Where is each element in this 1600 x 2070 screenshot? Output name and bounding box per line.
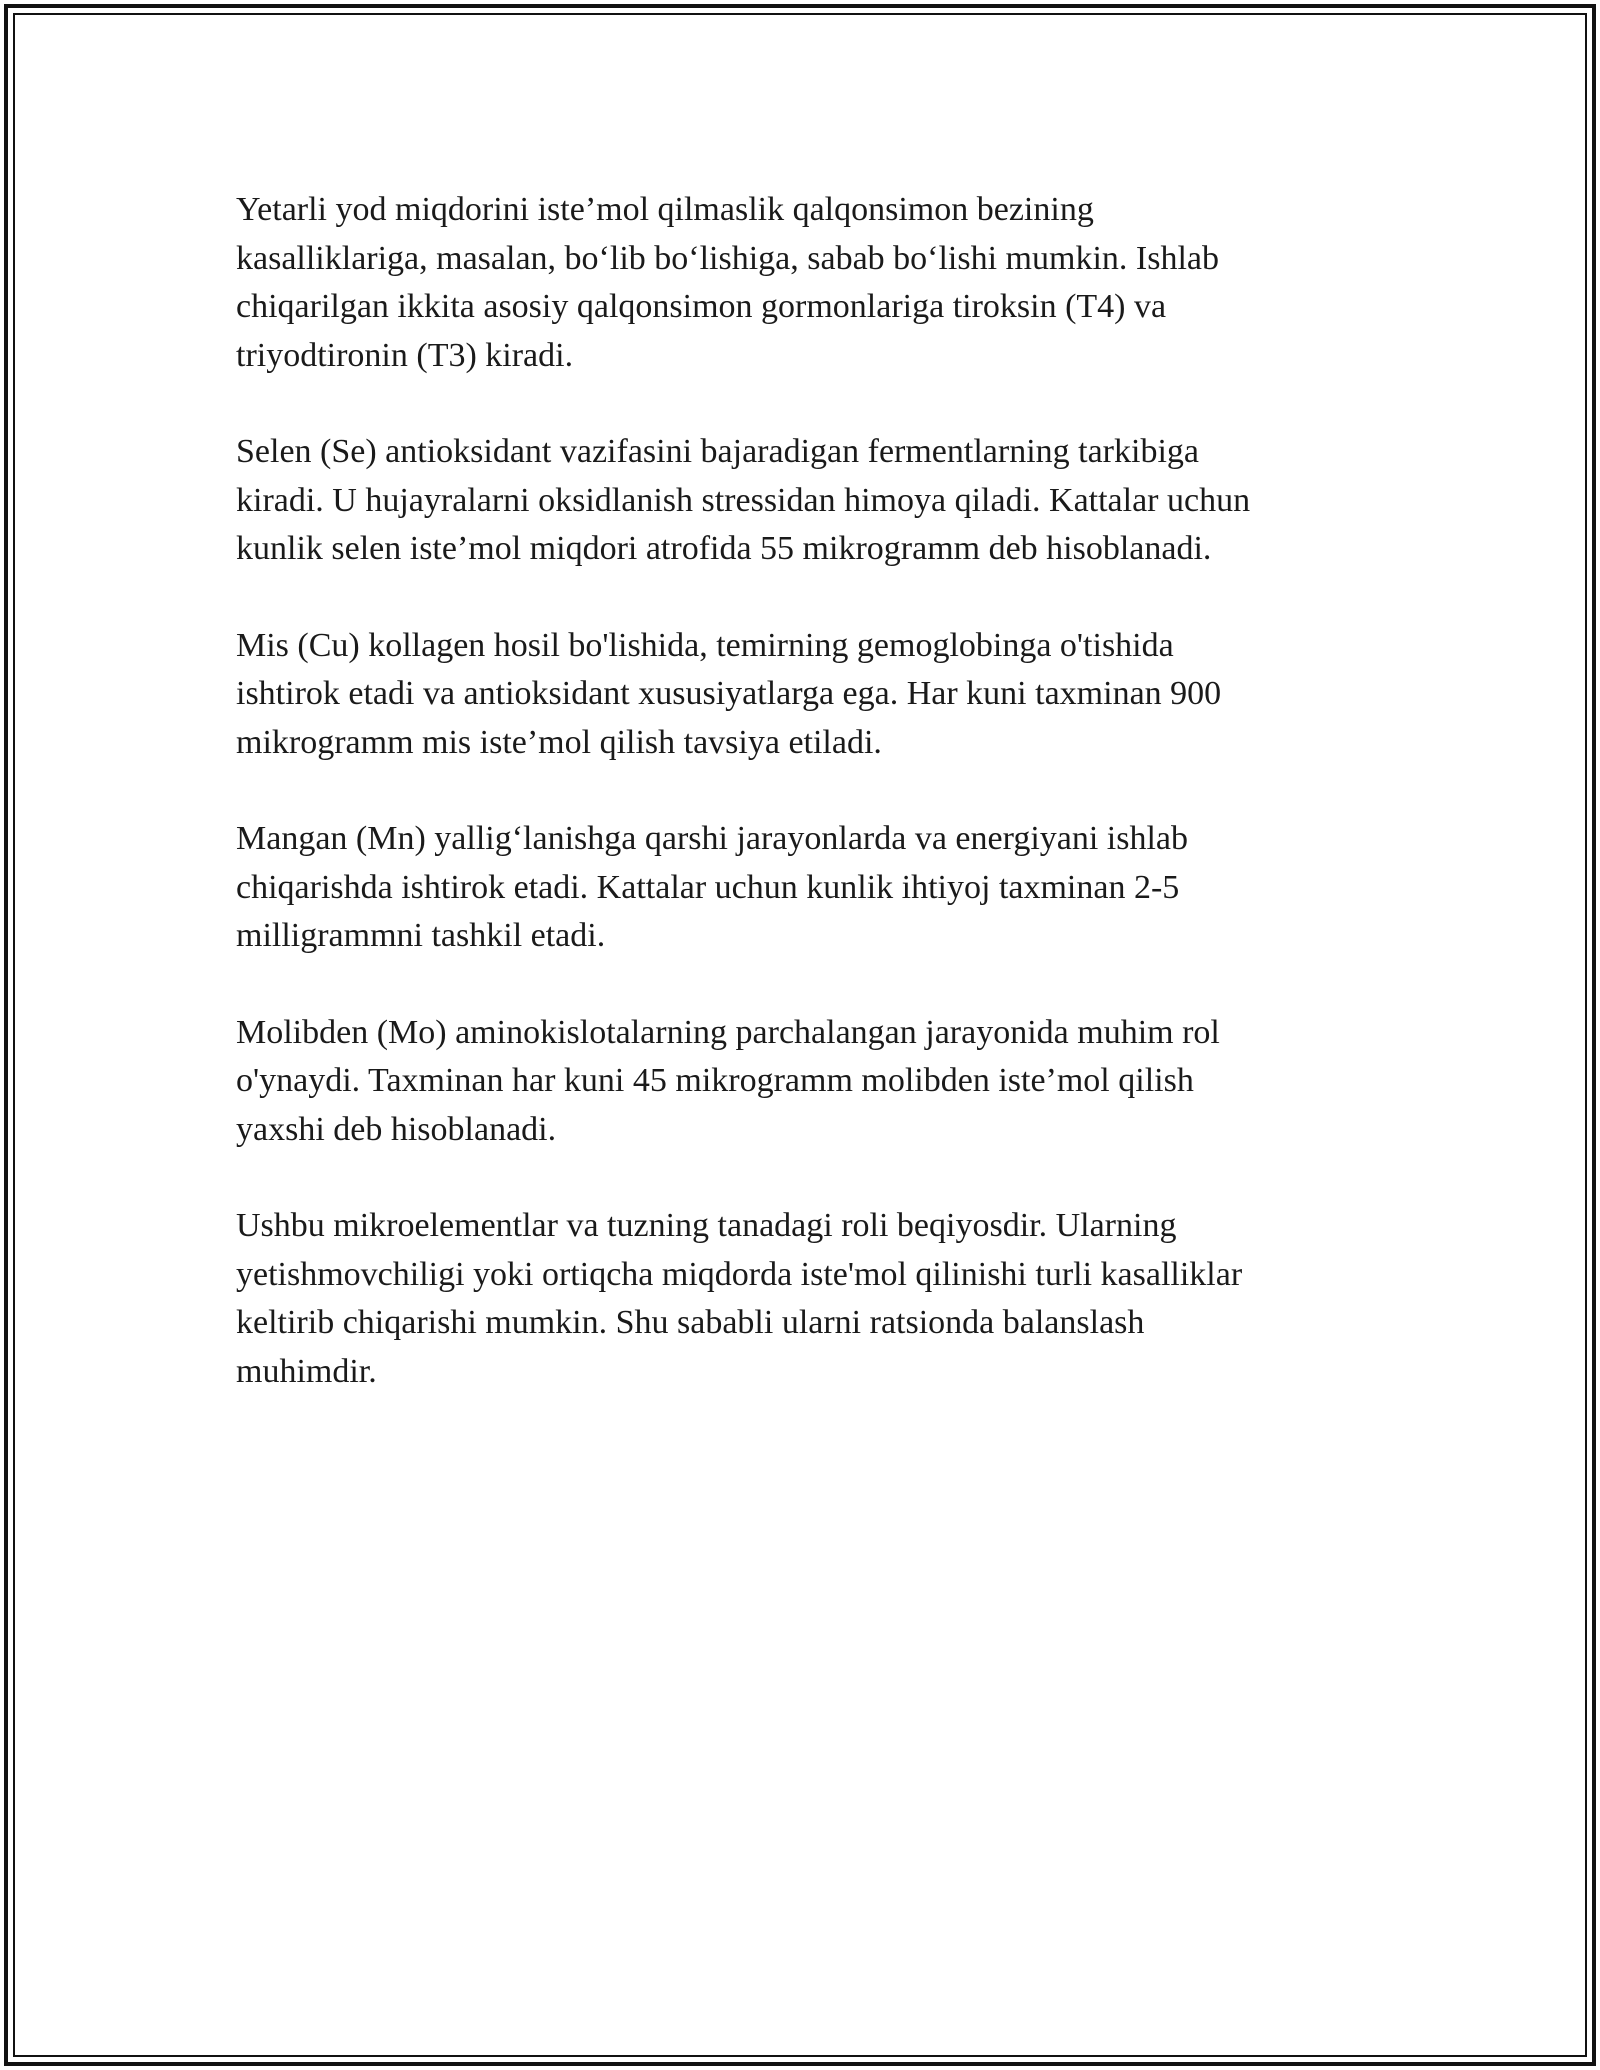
- paragraph-copper: Mis (Cu) kollagen hosil bo'lishida, temirning gemoglobinga o'tishida ishtirok etadi va antioksidant xususiyatlarga ega. Har kuni taxminan 900 mikrogramm mis iste’mol qilish tavsiya etiladi.: [236, 626, 1222, 761]
- paragraph-iodine: Yetarli yod miqdorini iste’mol qilmaslik qalqonsimon bezining kasalliklariga, masalan, bo‘lib bo‘lishiga, sabab bo‘lishi mumkin. Ishlab chiqarilgan ikkita asosiy qalqonsimon gormonlariga tiroksin (T4) va triyodtironin (T3) kiradi.: [236, 191, 1219, 374]
- paragraph-selenium: Selen (Se) antioksidant vazifasini bajaradigan fermentlarning tarkibiga kiradi. U hujayralarni oksidlanish stressidan himoya qiladi. Kattalar uchun kunlik selen iste’mol miqdori atrofida 55 mikrogramm deb hisoblanadi.: [236, 433, 1251, 567]
- paragraph-molybdenum: Molibden (Mo) aminokislotalarning parchalangan jarayonida muhim rol o'ynaydi. Taxminan har kuni 45 mikrogramm molibden iste’mol qilish yaxshi deb hisoblanadi.: [236, 1013, 1220, 1148]
- paragraph-manganese: Mangan (Mn) yallig‘lanishga qarshi jarayonlarda va energiyani ishlab chiqarishda ishtirok etadi. Kattalar uchun kunlik ihtiyoj taxminan 2-5 milligrammni tashkil etadi.: [236, 820, 1189, 954]
- paragraph-conclusion: Ushbu mikroelementlar va tuzning tanadagi roli beqiyosdir. Ularning yetishmovchiligi yoki ortiqcha miqdorda iste'mol qilinishi turli kasalliklar keltirib chiqarishi mumkin. Shu sababli ularni ratsionda balanslash muhimdir.: [236, 1207, 1243, 1390]
- document-body: [236, 186, 1366, 1444]
